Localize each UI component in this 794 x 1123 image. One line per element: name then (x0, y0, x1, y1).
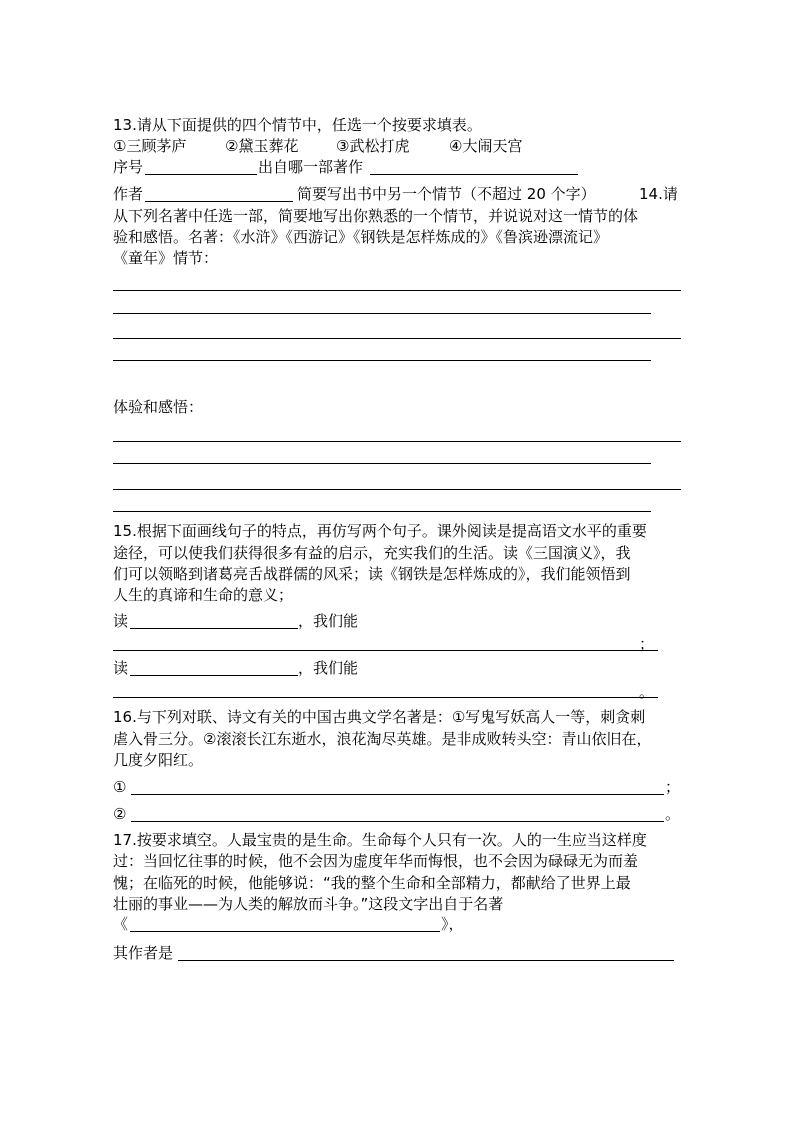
q15-prompt-line: 人生的真谛和生命的意义； (113, 586, 294, 604)
q15-we-can-label: ，我们能 (298, 659, 359, 677)
q17-prompt-line: 过：当回忆往事的时候，他不会因为虚度年华而悔恨，也不会因为碌碌无为而羞 (113, 852, 639, 870)
q14-prompt-line: 验和感悟。名著：《水浒》《西游记》《钢铁是怎样炼成的》《鲁滨逊漂流记》 (113, 228, 609, 246)
q15-book-blank-1[interactable] (130, 628, 298, 629)
q14-feeling-answer-line[interactable] (113, 489, 681, 490)
q17-author-blank[interactable] (178, 960, 674, 961)
q17-prompt-line: 17.按要求填空。人最宝贵的是生命。生命每个人只有一次。人的一生应当这样度 (113, 831, 647, 849)
q15-we-can-label: ，我们能 (298, 612, 359, 630)
q16-semicolon: ； (665, 778, 681, 796)
q17-open-quote: 《 (113, 915, 129, 933)
q14-feeling-label: 体验和感悟： (113, 398, 204, 416)
q15-book-blank-2[interactable] (130, 675, 298, 676)
q16-answer-blank-2[interactable] (131, 821, 664, 822)
q14-plot-answer-line[interactable] (113, 338, 681, 339)
q13-option-3: ③武松打虎 (336, 137, 410, 155)
q14-prompt-line: 《童年》情节： (113, 249, 219, 267)
q13-source-blank[interactable] (370, 174, 578, 175)
q14-plot-answer-line[interactable] (113, 290, 681, 291)
q15-period: 。 (639, 683, 655, 701)
q15-prompt-line: 15.根据下面画线句子的特点，再仿写两个句子。课外阅读是提高语文水平的重要 (113, 522, 647, 540)
q16-mark-2: ② (113, 805, 127, 823)
q13-author-blank[interactable] (145, 201, 293, 202)
q16-answer-blank-1[interactable] (131, 794, 664, 795)
q13-option-4: ④大闹天宫 (449, 137, 523, 155)
q13-seq-blank[interactable] (145, 174, 257, 175)
q15-read-label: 读 (113, 659, 129, 677)
q14-prompt-line: 从下列名著中任选一部，简要地写出你熟悉的一个情节，并说说对这一情节的体 (113, 207, 639, 225)
q17-prompt-line: 壮丽的事业——为人类的解放而斗争。”这段文字出自于名著 (113, 895, 504, 913)
q13-option-1: ①三顾茅庐 (113, 137, 187, 155)
q13-seq-label: 序号 (113, 158, 144, 176)
q14-feeling-answer-line[interactable] (113, 441, 681, 442)
q14-feeling-answer-line[interactable] (113, 463, 651, 464)
q15-answer-blank-2[interactable] (113, 697, 658, 698)
q15-prompt-line: 们可以领略到诸葛亮舌战群儒的风采；读《钢铁是怎样炼成的》，我们能领悟到 (113, 565, 631, 583)
q17-author-label: 其作者是 (113, 944, 174, 962)
q17-book-blank[interactable] (130, 931, 440, 932)
q16-prompt-line: 几度夕阳红。 (113, 751, 204, 769)
q16-period: 。 (665, 805, 681, 823)
q14-plot-answer-line[interactable] (113, 360, 651, 361)
q17-prompt-line: 愧；在临死的时候，他能够说：“我的整个生命和全部精力，都献给了世界上最 (113, 874, 631, 892)
q15-read-label: 读 (113, 612, 129, 630)
q16-mark-1: ① (113, 778, 127, 796)
q13-source-label: 出自哪一部著作 (258, 158, 364, 176)
q17-close-quote: 》， (441, 915, 464, 933)
q14-plot-answer-line[interactable] (113, 313, 651, 314)
q15-answer-blank-1[interactable] (113, 650, 658, 651)
q15-prompt-line: 途径，可以使我们获得很多有益的启示，充实我们的生活。读《三国演义》，我 (113, 544, 631, 562)
q13-author-label: 作者 (113, 185, 144, 203)
q14-feeling-answer-line[interactable] (113, 511, 651, 512)
q16-prompt-line: 虐入骨三分。②滚滚长江东逝水，浪花淘尽英雄。是非成败转头空：青山依旧在， (113, 730, 652, 748)
q14-prompt-start: 14.请 (639, 185, 678, 203)
q13-option-2: ②黛玉葬花 (225, 137, 299, 155)
q13-other-plot-label: 简要写出书中另一个情节（不超过 20 个字） (297, 185, 596, 203)
q16-prompt-line: 16.与下列对联、诗文有关的中国古典文学名著是：①写鬼写妖高人一等，刺贪刺 (113, 708, 646, 726)
q15-semicolon: ； (639, 635, 655, 653)
q13-prompt: 13.请从下面提供的四个情节中，任选一个按要求填表。 (113, 116, 482, 134)
